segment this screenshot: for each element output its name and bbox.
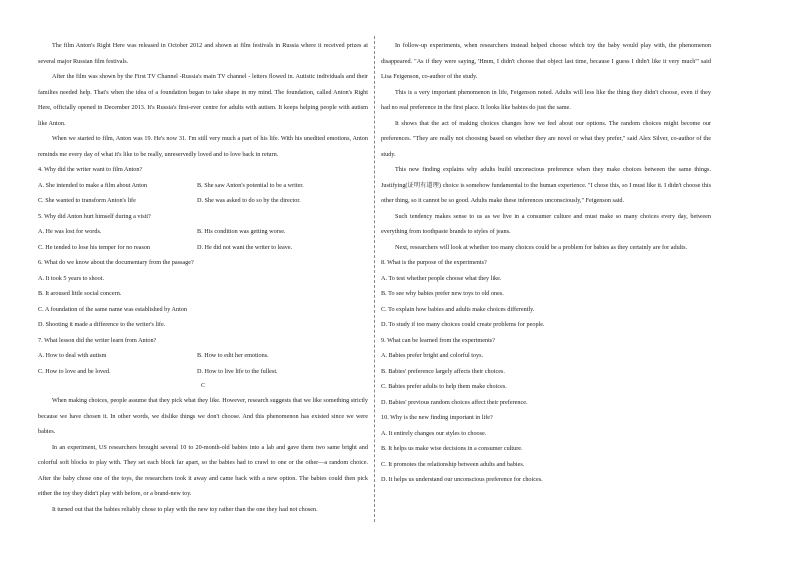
option-d: D. Babies' previous random choices affect their preference. — [381, 398, 528, 406]
question-4-options-row — [38, 178, 368, 194]
column-divider — [374, 36, 375, 522]
passage-paragraph: After the film was shown by the First TV Channel -Russia's main TV channel - letters flowed in. Autistic individuals and their families needed help. That's when the idea of a foundation began to take shape in my mind. The foundation, called Anton's Right Here, officially opened in December 2013. It's Russia's first-ever centre for adults with autism. It keeps helping people with autism like Anton. — [38, 73, 368, 127]
option-a: A. It entirely changes our styles to choose. — [381, 429, 487, 437]
option-b: B. She saw Anton's potential to be a writer. — [197, 181, 304, 189]
left-column — [38, 38, 368, 517]
option-c: C. He tended to lose his temper for no reason — [38, 243, 151, 251]
question-10: 10. Why is the new finding important in life? — [381, 414, 493, 421]
question-5-options-row — [38, 240, 368, 256]
section-heading: C — [200, 383, 205, 389]
question-4: 4. Why did the writer want to film Anton? — [38, 166, 143, 173]
option-a: A. She intended to make a film about Anton — [38, 181, 148, 189]
option-b: B. It helps us make wise decisions in a consumer culture. — [381, 445, 523, 452]
passage-paragraph: When making choices, people assume that they pick what they like. However, research suggests that we like something strictly because we have chosen it. In other words, we dislike things we don't choose. And this phenomenon has existed since we were babies. — [38, 397, 368, 435]
option-c: C. Babies prefer adults to help them make choices. — [381, 383, 507, 390]
question-5-options-row — [38, 224, 368, 240]
question-8: 8. What is the purpose of the experiments? — [381, 259, 487, 266]
option-c: C. She wanted to transform Anton's life — [38, 197, 136, 204]
option-d: D. How to live life to the fullest. — [197, 367, 278, 375]
passage-paragraph: The film Anton's Right Here was released in October 2012 and shown at film festivals in Russia where it received prizes at several major Russian film festivals. — [38, 42, 368, 65]
passage-paragraph: In follow-up experiments, when researchers instead helped choose which toy the baby would play with, the phenomenon disappeared. "As if they were saying, 'Hmm, I didn't choose that object last time, because I guess I didn't like it very much'" said Lisa Feigenson, co-author of the study. — [381, 42, 711, 80]
option-d: D. It helps us understand our unconscious preference for choices. — [381, 476, 543, 483]
option-b: B. Babies' preference largely affects their choices. — [381, 367, 505, 375]
option-c: C. How to love and be loved. — [38, 367, 111, 375]
question-7-options-row — [38, 364, 368, 380]
passage-paragraph: It turned out that the babies reliably chose to play with the new toy rather than the one they had not chosen. — [52, 505, 318, 513]
question-9: 9. What can be learned from the experiments? — [381, 336, 495, 344]
passage-paragraph: This new finding explains why adults build unconscious preference when they make choices between the same things. Justifying(证明有道理) choice is somehow fundamental to the human experience. "I chose this, so I must like it. I didn't choose this other thing, so it cannot be so good. Adults make these inferences unconsciously," Feigenson said. — [381, 166, 711, 204]
option-c: C. To explain how babies and adults make choices differently. — [381, 305, 535, 313]
right-column — [381, 38, 711, 488]
question-7: 7. What lesson did the writer learn from Anton? — [38, 336, 157, 344]
option-b: B. It aroused little social concern. — [38, 290, 122, 297]
option-a: A. It took 5 years to shoot. — [38, 274, 104, 282]
option-b: B. How to edit her emotions. — [197, 352, 269, 359]
option-c: C. It promotes the relationship between adults and babies. — [381, 460, 525, 468]
option-a: A. He was lost for words. — [38, 228, 102, 235]
option-d: D. To study if too many choices could create problems for people. — [381, 321, 545, 328]
passage-paragraph: In an experiment, US researchers brought several 10 to 20-month-old babies into a lab and gave them two same bright and colorful soft blocks to play with. They set each block far apart, so the babies had to crawl to one or the other—a random choice. After the baby chose one of the toys, the researchers took it away and came back with a new option. The babies could then pick either the toy they didn't play with before, or a brand-new toy. — [38, 443, 368, 497]
option-a: A. To test whether people choose what they like. — [381, 274, 502, 282]
passage-paragraph: Such tendency makes sense to us as we live in a consumer culture and must make so many choices every day, between everything from toothpaste brands to styles of jeans. — [381, 212, 711, 235]
passage-paragraph: It shows that the act of making choices changes how we feel about our options. The random choices might become our preferences. "They are really not choosing based on whether they are novel or what they prefer," said Alex Silver, co-author of the study. — [381, 119, 711, 158]
question-7-options-row — [38, 348, 368, 364]
option-b: B. To see why babies prefer new toys to old ones. — [381, 290, 504, 297]
option-a: A. How to deal with autism — [38, 352, 107, 359]
question-5: 5. Why did Anton hurt himself during a visit? — [38, 212, 151, 220]
question-4-options-row — [38, 193, 368, 209]
option-b: B. His condition was getting worse. — [197, 228, 286, 235]
option-c: C. A foundation of the same name was established by Anton — [38, 305, 187, 313]
question-6: 6. What do we know about the documentary from the passage? — [38, 259, 194, 266]
passage-paragraph: When we started to film, Anton was 19. He's now 31. I'm still very much a part of his life. With his unedited emotions, Anton reminds me every day of what it's like to be really, unreservedly loved and to love back in return. — [38, 135, 368, 158]
option-d: D. Shooting it made a difference to the writer's life. — [38, 321, 166, 328]
option-a: A. Babies prefer bright and colorful toys. — [381, 352, 484, 359]
option-d: D. She was asked to do so by the director. — [197, 197, 301, 204]
option-d: D. He did not want the writer to leave. — [197, 243, 293, 251]
passage-paragraph: This is a very important phenomenon in life, Feigenson noted. Adults will less like the thing they didn't choose, even if they had no real preference in the first place. It looks like babies do just the same. — [381, 88, 711, 111]
passage-paragraph: Next, researchers will look at whether too many choices could be a problem for babies as they certainly are for adults. — [395, 243, 688, 251]
